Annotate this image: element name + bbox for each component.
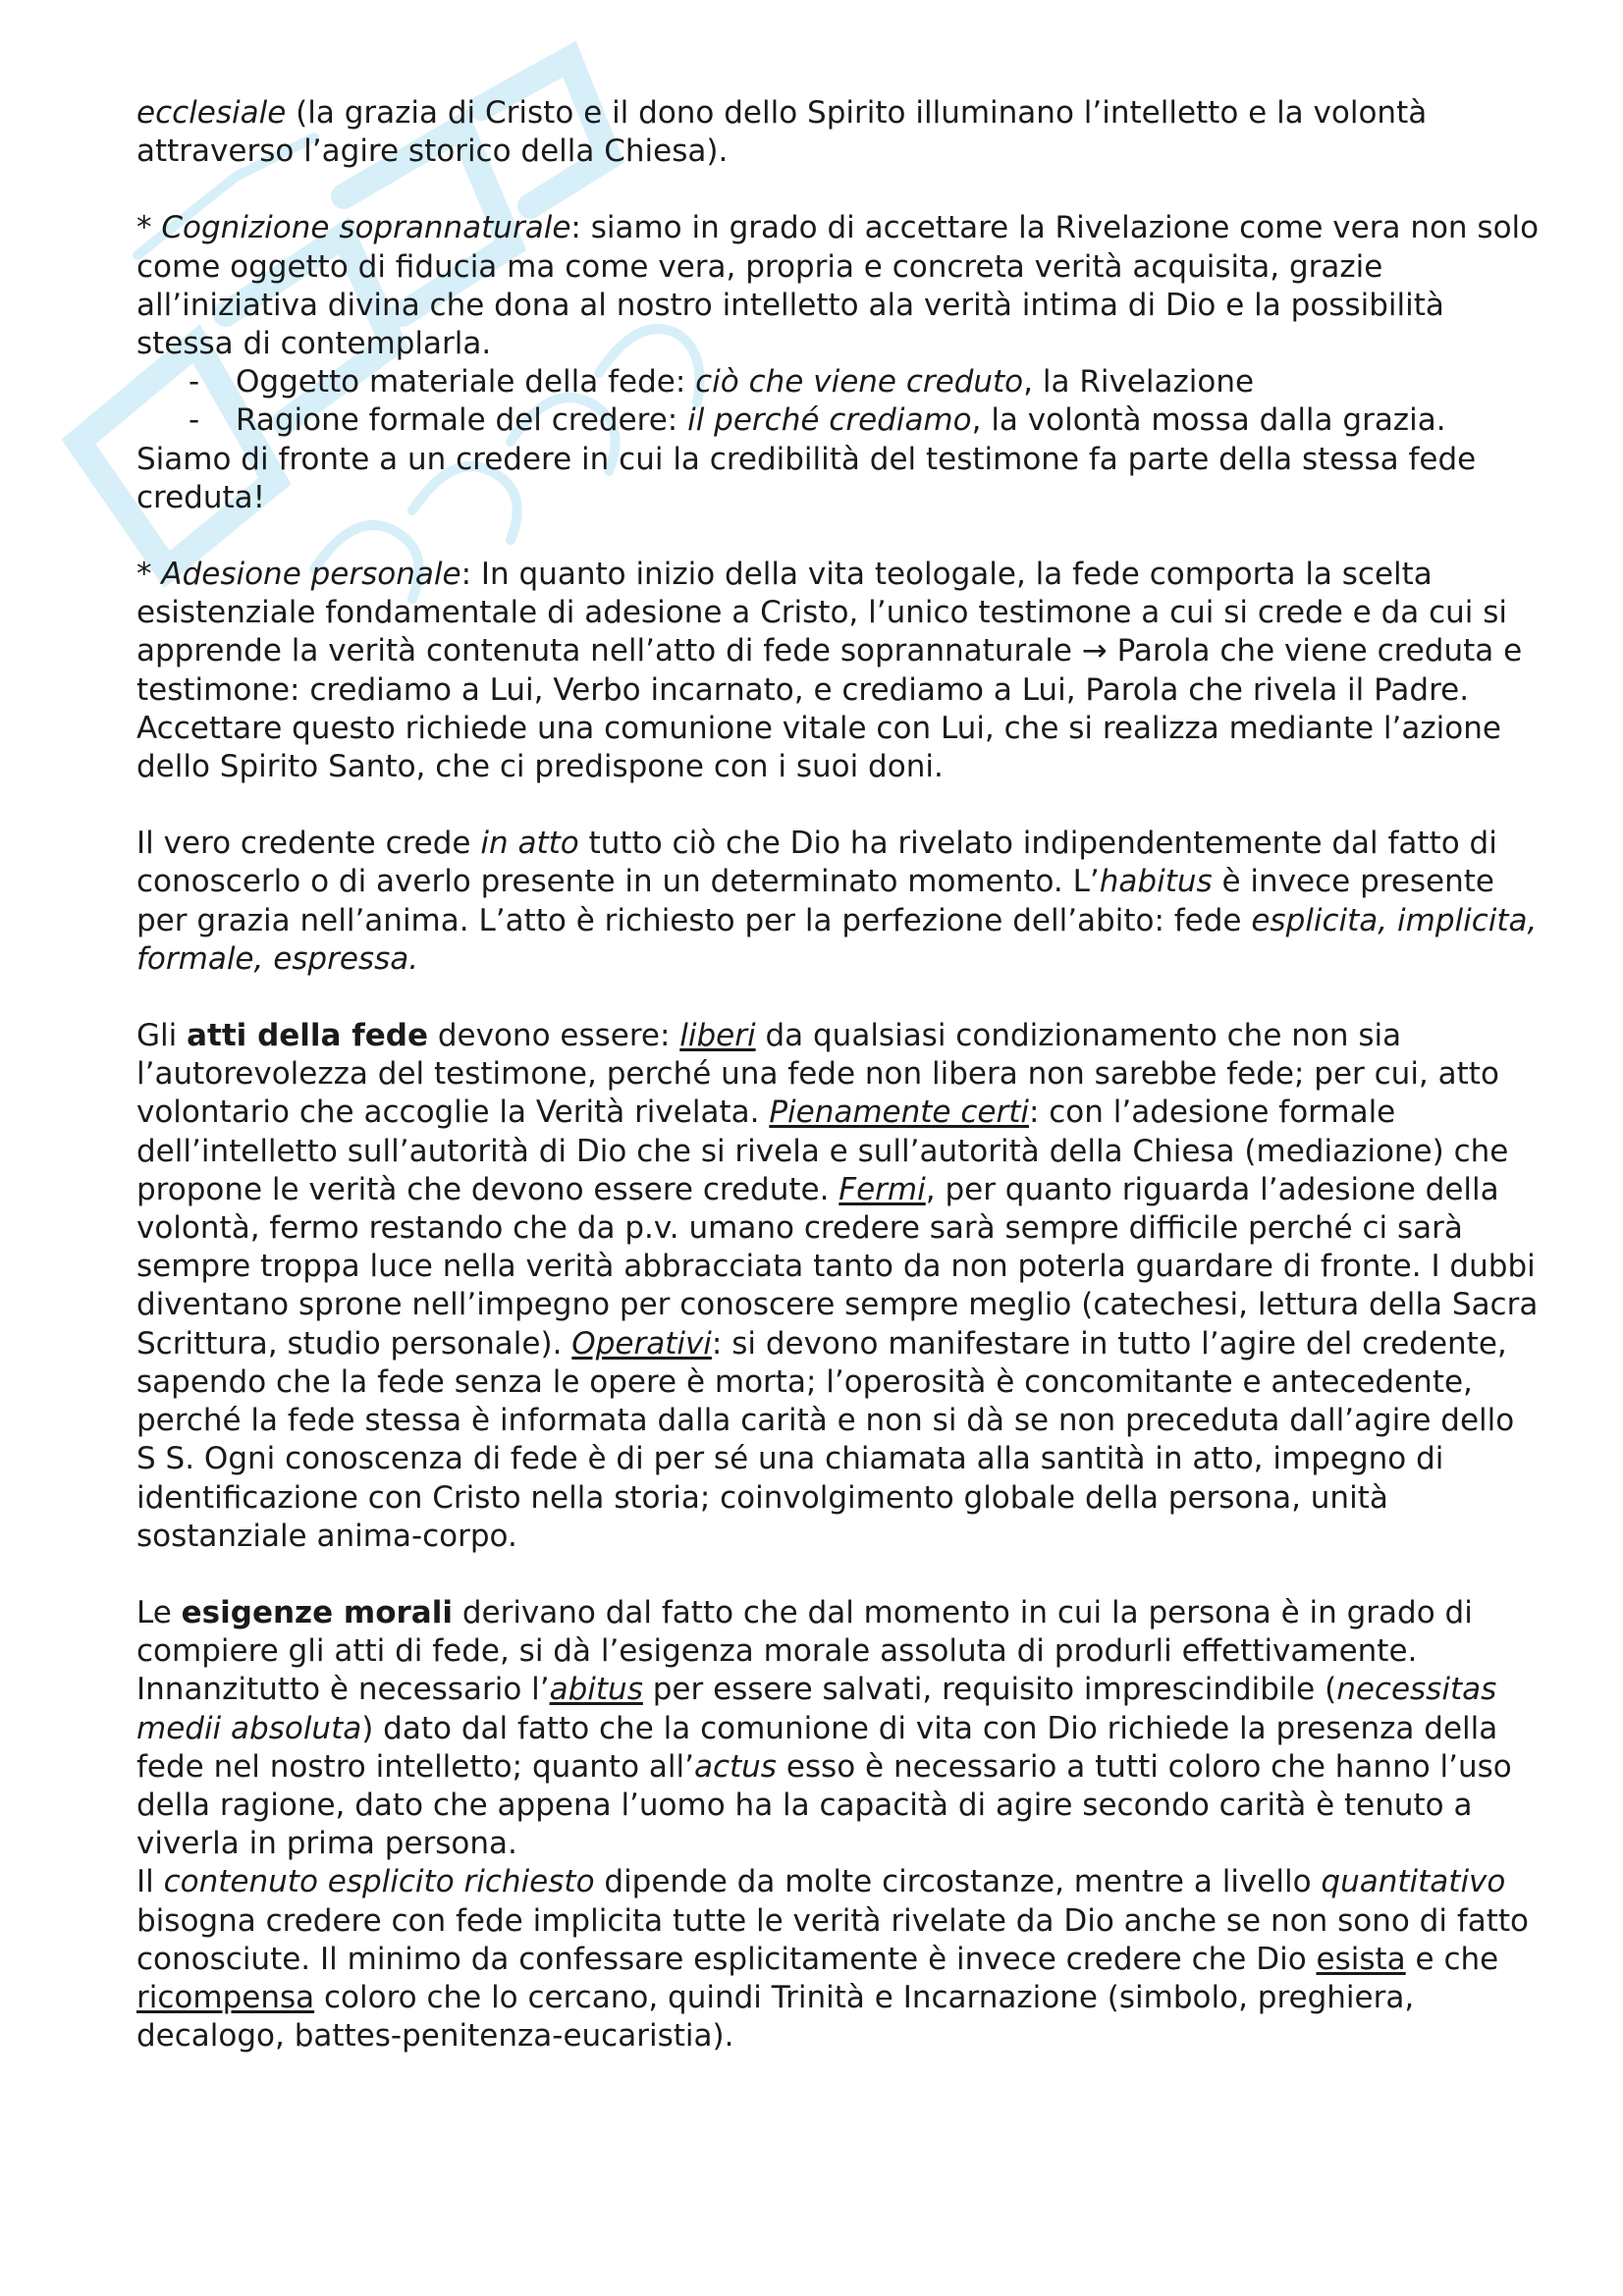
text: coloro che lo cercano, quindi Trinità e Incarnazione (simbolo, preghiera, decalogo, battes-penitenza-eucaristia). [136,1979,1415,2055]
text: Il [136,1864,164,1900]
paragraph-vero-credente [136,825,1541,979]
heading-esigenze-morali: esigenze morali [181,1594,453,1630]
text: Le [136,1594,182,1630]
text: devono essere: [428,1018,680,1054]
text: Il vero credente crede [136,826,481,862]
text: : con l’adesione formale dell’intelletto sull’autorità di Dio che si rivela e sull’autorità della Chiesa (mediazione) che propone le verità che devono essere credute. [136,1095,1509,1207]
term-ecclesiale: ecclesiale [136,95,287,131]
term-operativi: Operativi [571,1325,712,1362]
document-body [136,94,1541,2056]
list-bullet: - [189,364,200,400]
term-actus: actus [693,1748,777,1785]
term-liberi: liberi [679,1018,756,1054]
heading-atti-della-fede: atti della fede [187,1018,428,1054]
text: derivano dal fatto che dal momento in cui la persona è in grado di compiere gli atti di fede, si dà l’esigenza morale assoluta di produrli effettivamente. Innanzitutto è necessario l’ [136,1594,1473,1708]
text: Oggetto materiale della fede: [236,364,696,400]
paragraph-cognizione [136,209,1541,363]
text: da qualsiasi condizionamento che non sia l’autorevolezza del testimone, perché una fede non libera non sarebbe fede; per cui, atto volontario che accoglie la Verità rivelata. [136,1018,1499,1131]
term-esista: esista [1316,1941,1406,1977]
paragraph-credibilita: Siamo di fronte a un credere in cui la credibilità del testimone fa parte della stessa fede creduta! [136,441,1477,515]
text: ) dato dal fatto che la comunione di vita con Dio richiede la presenza della fede nel nostro intelletto; quanto all’ [136,1710,1498,1785]
text: e che [1405,1941,1499,1977]
emphasis: il perché crediamo [687,402,972,439]
paragraph-comunione: Accettare questo richiede una comunione vitale con Lui, che si realizza mediante l’azione dello Spirito Santo, che ci predispone con i suoi doni. [136,710,1501,785]
text: per essere salvati, requisito imprescindibile ( [642,1672,1337,1708]
term-cognizione-soprannaturale: * Cognizione soprannaturale [136,210,571,246]
list-bullet: - [189,402,200,439]
text: Gli [136,1018,188,1054]
text: dipende da molte circostanze, mentre a livello [594,1864,1322,1900]
spacer [136,171,1541,209]
text: (la grazia di Cristo e il dono dello Spirito illuminano l’intelletto e la volontà attraverso l’agire storico della Chiesa). [136,95,1428,170]
text: , la Rivelazione [1023,364,1255,400]
spacer [136,786,1541,825]
term-contenuto-esplicito: contenuto esplicito richiesto [163,1864,595,1900]
text: bisogna credere con fede implicita tutte le verità rivelate da Dio anche se non sono di fatto conosciute. Il minimo da confessare esplicitamente è invece credere che Dio [136,1902,1530,1977]
paragraph-esigenze-morali [136,1594,1541,1863]
text: : siamo in grado di accettare la Rivelazione come vera non solo come oggetto di fiducia ma come vera, propria e concreta verità acquisita, grazie all’iniziativa divina che dona al nostro intelletto ala verità intima di Dio e la possibilità stessa di contemplarla. [136,210,1540,362]
paragraph-atti-della-fede [136,1017,1541,1556]
emphasis: ciò che viene creduto [695,364,1024,400]
emphasis: esplicita, implicita, formale, espressa. [136,902,1538,977]
list-item-oggetto-materiale [136,363,1541,401]
text: * [136,557,162,593]
term-fermi: Fermi [839,1171,926,1207]
text: Ragione formale del credere: [236,402,688,439]
text: è invece presente per grazia nell’anima. L’atto è richiesto per la perfezione dell’abito: fede [136,864,1494,938]
text: Parola che viene creduta e testimone: crediamo a Lui, Verbo incarnato, e crediamo a Lui, Parola che rivela il Padre. [136,633,1523,708]
term-necessitas: necessitas medii absoluta [136,1672,1497,1746]
text: esso è necessario a tutti coloro che hanno l’uso della ragione, dato che appena l’uomo ha la capacità di agire secondo carità è tenuto a viverla in prima persona. [136,1748,1512,1862]
text: : In quanto inizio della vita teologale, la fede comporta la scelta esistenziale fondamentale di adesione a Cristo, l’unico testimone a cui si crede e da cui si apprende la verità contenuta nell’atto di fede soprannaturale [136,557,1508,669]
paragraph-contenuto-esplicito [136,1863,1541,2056]
emphasis: in atto [480,826,579,862]
arrow-right-icon: → [1081,633,1108,669]
text: , per quanto riguarda l’adesione della volontà, fermo restando che da p.v. umano credere sarà sempre difficile perché ci sarà sempre troppa luce nella verità abbracciata tanto da non poterla guardare di fronte. I dubbi diventano sprone nell’impegno per conoscere sempre meglio (catechesi, lettura della Sacra Scrittura, studio personale). [136,1171,1539,1362]
text: tutto ciò che Dio ha rivelato indipendentemente dal fatto di conoscerlo o di averlo presente in un determinato momento. L’ [136,826,1497,900]
term-ricompensa: ricompensa [136,1979,315,2015]
list-item-ragione-formale [136,401,1541,440]
spacer [136,517,1541,556]
paragraph-adesione-personale [136,556,1541,710]
spacer [136,1556,1541,1594]
paragraph-ecclesiale [136,94,1541,171]
text: : si devono manifestare in tutto l’agire del credente, sapendo che la fede senza le opere è morta; l’operosità è concomitante e antecedente, perché la fede stessa è informata dalla carità e non si dà se non preceduta dall’agire dello S S. Ogni conoscenza di fede è di per sé una chiamata alla santità in atto, impegno di identificazione con Cristo nella storia; coinvolgimento globale della persona, unità sostanziale anima-corpo. [136,1325,1515,1554]
term-quantitativo: quantitativo [1321,1864,1506,1900]
term-abitus: abitus [549,1672,643,1708]
emphasis: habitus [1099,864,1213,900]
term-adesione-personale: Adesione personale [161,557,461,593]
term-pienamente-certi: Pienamente certi [769,1095,1029,1131]
text: , la volontà mossa dalla grazia. [971,402,1446,439]
spacer [136,979,1541,1017]
